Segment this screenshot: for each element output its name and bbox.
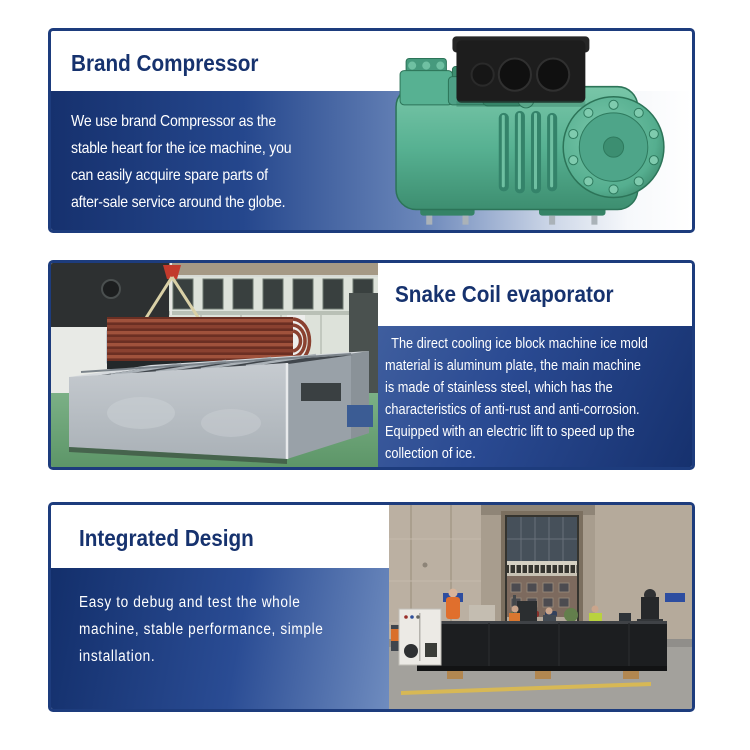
body-line: The direct cooling ice block machine ice mold [391,336,648,352]
card-description [385,333,684,465]
factory-ice-mold-image [51,263,378,467]
body-line: material is aluminum plate, the main machine [385,358,642,374]
body-line: can easily acquire spare parts of [71,167,268,184]
text-zone [378,263,692,467]
body-line: machine, stable performance, simple [79,621,324,638]
body-line: is made of stainless steel, which has the [385,380,613,396]
card-title: Snake Coil evaporator [395,281,614,307]
body-line: Easy to debug and test the whole [79,594,301,611]
body-line: collection of ice. [385,446,476,462]
card-description [71,108,322,216]
feature-card-integrated-design [48,502,695,712]
body-line: Equipped with an electric lift to speed up the [385,424,635,440]
body-line: stable heart for the ice machine, you [71,140,292,157]
card-description [79,589,357,670]
outdoor-installation-image [389,505,692,709]
compressor-image [390,34,678,228]
body-line: after-sale service around the globe. [71,194,286,211]
card-title: Brand Compressor [71,50,259,76]
body-line: We use brand Compressor as the [71,113,276,130]
text-zone [51,505,389,709]
card-title: Integrated Design [79,525,254,551]
body-line: characteristics of anti-rust and anti-corrosion. [385,402,640,418]
feature-card-brand-compressor [48,28,695,233]
body-line: installation. [79,648,156,665]
feature-card-snake-coil-evaporator [48,260,695,470]
